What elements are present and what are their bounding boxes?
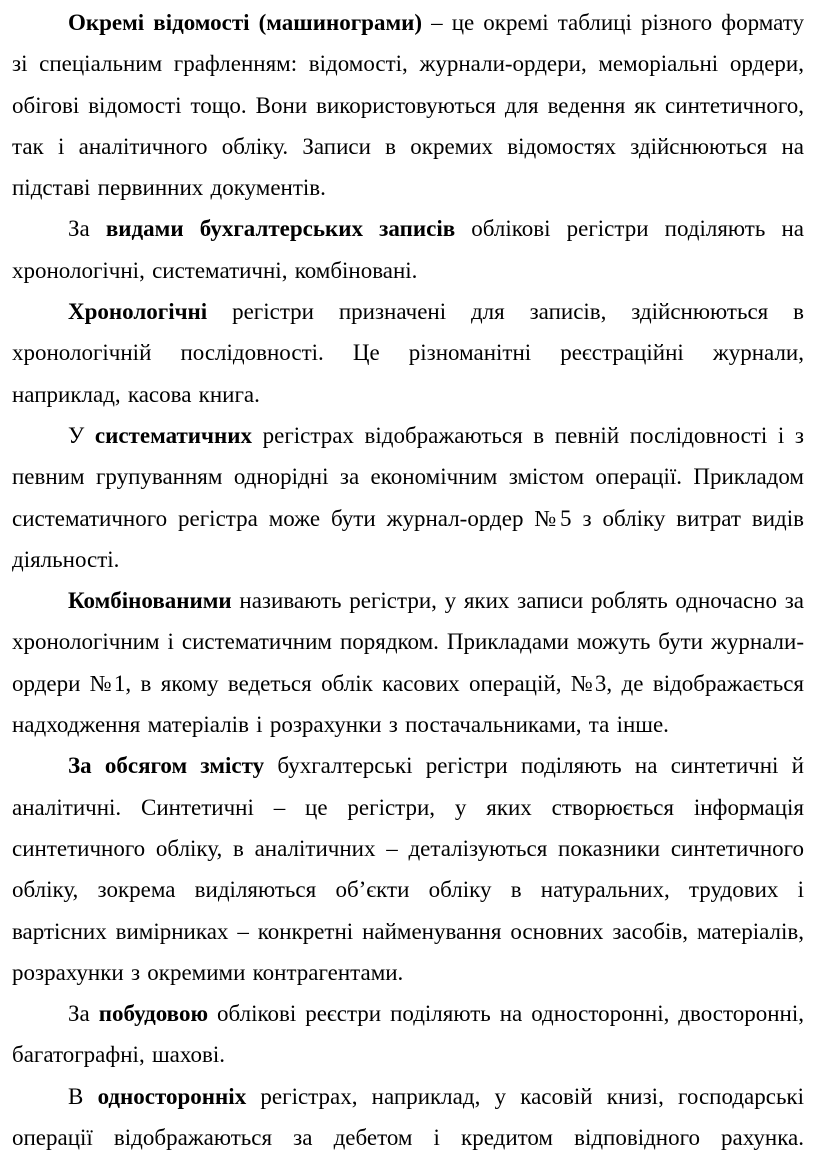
paragraph [12, 580, 804, 745]
paragraph [12, 415, 804, 580]
text-run: За [68, 216, 106, 242]
bold-text-run: видами бухгалтерських записів [105, 216, 456, 242]
text-run: облікові реєстри поділяють на односторонні, двосторонні, багатографні, шахові. [12, 1001, 804, 1068]
bold-text-run: односторонніх [97, 1083, 247, 1109]
paragraph [12, 291, 804, 415]
bold-text-run: побудовою [98, 1001, 209, 1027]
text-run: – це окремі таблиці різного формату зі спеціальним графленням: відомості, журнали-ордери, меморіальні ордери, обігові відомості тощо. Вони використовуються для ведення як синтетичного, так і аналітичного обліку. Записи в окремих відомостях здійснюються на підставі первинних документів. [12, 10, 804, 201]
text-run: У [68, 422, 95, 448]
paragraph [12, 2, 804, 208]
text-run: називають регістри, у яких записи роблять одночасно за хронологічним і систематичним порядком. Прикладами можуть бути журнали-ордери №1, в якому ведеться облік касових операцій, №3, де відображається надходження матеріалів і розрахунки з постачальниками, та інше. [12, 588, 804, 738]
text-run: За [68, 1001, 99, 1027]
text-run: регістри призначені для записів, здійснюються в хронологічній послідовності. Це різноманітні реєстраційні журнали, наприклад, касова книга. [12, 299, 804, 407]
text-run: бухгалтерські регістри поділяють на синтетичні й аналітичні. Синтетичні – це регістри, у яких створюється інформація синтетичного обліку, в аналітичних – деталізуються показники синтетичного обліку, зокрема виділяються об’єкти обліку в натуральних, трудових і вартісних вимірниках – конкретні найменування основних засобів, матеріалів, розрахунки з окремими контрагентами. [12, 753, 804, 985]
text-run: регістрах, наприклад, у касовій книзі, господарські операції відображаються за дебетом і кредитом відповідного рахунка. [12, 1083, 804, 1151]
text-run: регістрах відображаються в певній послідовності і з певним групуванням однорідні за економічним змістом операції. Прикладом систематичного регістра може бути журнал-ордер №5 з обліку витрат видів діяльності. [12, 422, 804, 572]
bold-text-run: За обсягом змісту [68, 753, 265, 779]
paragraph [12, 208, 804, 291]
bold-text-run: Комбінованими [68, 588, 232, 614]
bold-text-run: Хронологічні [68, 299, 208, 325]
text-run: В [68, 1083, 98, 1109]
bold-text-run: систематичних [94, 422, 253, 448]
text-run: облікові регістри поділяють на хронологічні, систематичні, комбіновані. [12, 216, 804, 283]
paragraph [12, 1076, 804, 1154]
paragraph [12, 745, 804, 993]
bold-text-run: Окремі відомості (машинограми) [68, 10, 423, 35]
paragraph [12, 993, 804, 1076]
